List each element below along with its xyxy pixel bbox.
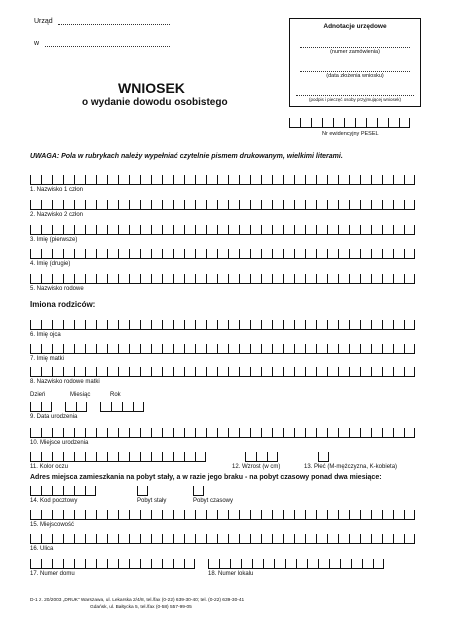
pesel-cells[interactable] — [289, 118, 410, 128]
birth-date-label: 9. Data urodzenia — [30, 414, 78, 420]
birth-place-label: 10. Miejsce urodzenia — [30, 440, 89, 446]
form-subtitle: o wydanie dowodu osobistego — [82, 97, 228, 108]
mother-maiden-label: 8. Nazwisko rodowe matki — [30, 379, 100, 385]
year-label: Rok — [110, 392, 121, 398]
postal-code-label: 14. Kod pocztowy — [30, 498, 78, 504]
w-label: w — [34, 40, 40, 47]
form-title: WNIOSEK — [118, 80, 185, 96]
height-cells[interactable] — [245, 452, 278, 462]
annotation-box — [289, 18, 421, 107]
temporary-stay-cells[interactable] — [193, 486, 204, 496]
birth-day-cells[interactable] — [30, 402, 52, 412]
house-number-cells[interactable] — [30, 559, 195, 569]
mother-maiden-cells[interactable] — [30, 367, 415, 377]
apartment-number-cells[interactable] — [208, 559, 384, 569]
sex-label: 13. Płeć (M-mężczyzna, K-kobieta) — [304, 464, 398, 470]
signature-caption: (podpis i pieczęć osoby przyjmującej wniosek) — [308, 97, 402, 102]
address-heading: Adres miejsca zamieszkania na pobyt stały, a w razie jego braku - na pobyt czasowy ponad dwa miesiące: — [30, 474, 382, 481]
footer-line-2: Gdańsk, ul. Bałtycka 5, tel./fax (0-58) 557-99-05 — [90, 605, 192, 610]
mother-name-label: 7. Imię matki — [30, 356, 65, 362]
submission-date-caption: (data złożenia wniosku) — [326, 73, 384, 79]
pesel-label: Nr ewidencyjny PESEL — [322, 131, 379, 137]
permanent-stay-cells[interactable] — [137, 486, 148, 496]
father-name-cells[interactable] — [30, 320, 415, 330]
city-cells[interactable] — [30, 510, 415, 520]
first-name-label: 3. Imię (pierwsze) — [30, 237, 78, 243]
postal-code-cells[interactable] — [30, 486, 96, 496]
submission-date-line[interactable] — [300, 71, 410, 72]
eye-color-cells[interactable] — [30, 452, 206, 462]
footer-line-1: D-1 z. 20/2003 „DRUK” Warszawa, ul. Lekarska 2/4/8, tel./fax (0-22) 639-30-40; tel. (0-22) 639-30-41 — [30, 598, 245, 603]
surname-1-cells[interactable] — [30, 175, 415, 185]
birth-year-cells[interactable] — [100, 402, 144, 412]
mother-name-cells[interactable] — [30, 344, 415, 354]
sex-cells[interactable] — [318, 452, 329, 462]
first-name-cells[interactable] — [30, 225, 415, 235]
city-label: 15. Miejscowość — [30, 522, 75, 528]
signature-line[interactable] — [296, 95, 414, 96]
eye-color-label: 11. Kolor oczu — [30, 464, 68, 470]
month-label: Miesiąc — [70, 392, 91, 398]
birth-month-cells[interactable] — [65, 402, 87, 412]
w-line[interactable] — [45, 46, 170, 47]
height-label: 12. Wzrost (w cm) — [232, 464, 281, 470]
street-label: 16. Ulica — [30, 546, 54, 552]
urzad-line[interactable] — [58, 24, 170, 25]
temporary-stay-label: Pobyt czasowy — [193, 498, 234, 504]
maiden-name-label: 5. Nazwisko rodowe — [30, 286, 84, 292]
order-number-line[interactable] — [300, 47, 410, 48]
second-name-cells[interactable] — [30, 249, 415, 259]
maiden-name-cells[interactable] — [30, 274, 415, 284]
street-cells[interactable] — [30, 534, 415, 544]
day-label: Dzień — [30, 392, 46, 398]
annotation-title: Adnotacje urzędowe — [323, 23, 387, 30]
urzad-label: Urząd — [34, 18, 53, 25]
surname-1-label: 1. Nazwisko 1 człon — [30, 187, 84, 193]
notice-text: UWAGA: Pola w rubrykach należy wypełniać czytelnie pismem drukowanym, wielkimi literami. — [30, 153, 343, 160]
second-name-label: 4. Imię (drugie) — [30, 261, 71, 267]
apartment-number-label: 18. Numer lokalu — [208, 571, 254, 577]
birth-place-cells[interactable] — [30, 428, 415, 438]
permanent-stay-label: Pobyt stały — [137, 498, 167, 504]
house-number-label: 17. Numer domu — [30, 571, 75, 577]
surname-2-cells[interactable] — [30, 200, 415, 210]
surname-2-label: 2. Nazwisko 2 człon — [30, 212, 84, 218]
father-name-label: 6. Imię ojca — [30, 332, 61, 338]
parents-heading: Imiona rodziców: — [30, 300, 96, 309]
order-number-caption: (numer zamówienia) — [330, 49, 380, 55]
